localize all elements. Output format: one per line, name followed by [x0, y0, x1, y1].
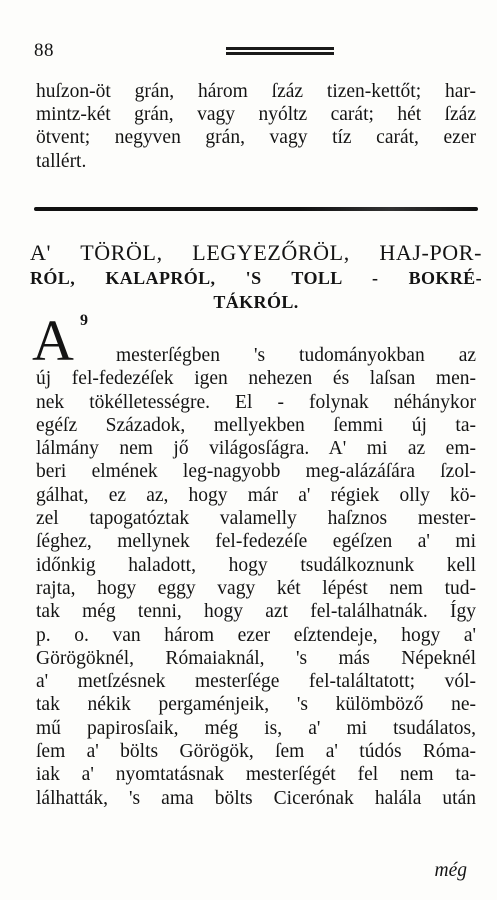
- divider-line: [34, 207, 478, 211]
- catchword: még: [434, 860, 467, 881]
- text-line: a' metſzésnek mesterſége fel-találtatott; vól-: [36, 671, 476, 693]
- page-number: 88: [34, 40, 54, 61]
- section-heading: [30, 240, 482, 314]
- text-line: p. o. van három ezer eſztendeje, hogy a': [36, 624, 476, 646]
- footnote-mark: 9: [80, 312, 88, 329]
- text-line: új fel-fedezéſek igen nehezen és laſsan men-: [36, 368, 476, 390]
- heading-line-3: TÁKRÓL.: [213, 292, 299, 312]
- header-rule-line: [226, 47, 334, 50]
- text-line: lálhatták, 's ama bölts Cicerónak halála után: [36, 787, 476, 809]
- text-line: beri elmének leg-nagyobb meg-alázáſára ſzol-: [36, 461, 476, 483]
- header-rule-line: [226, 52, 334, 55]
- header-ornament-rule: [226, 47, 334, 59]
- text-line: ſéghez, mellynek fel-fedezéſe egéſzen a' mi: [36, 531, 476, 553]
- body-paragraph: [36, 344, 476, 810]
- text-line: huſzon-öt grán, három ſzáz tizen-kettőt; har-: [36, 81, 476, 102]
- text-line: tallért.: [36, 150, 87, 172]
- text-line: nek tökélletességre. El - folynak néhánykor: [36, 391, 476, 413]
- text-line: tak nékik pergaménjeik, 's külömböző ne-: [36, 694, 476, 716]
- text-line: ötvent; negyven grán, vagy tíz carát, ezer: [36, 127, 476, 149]
- heading-line-2: RÓL, KALAPRÓL, 'S TOLL - BOKRÉ-: [30, 268, 482, 288]
- text-line: mintz-két grán, vagy nyóltz carát; hét ſzáz: [36, 104, 476, 126]
- text-line: lálmány nem jő világosſágra. A' mi az em-: [36, 438, 476, 460]
- text-line: ſem a' bölts Görögök, ſem a' túdós Róma-: [36, 741, 476, 763]
- drop-cap: A: [32, 308, 74, 373]
- intro-paragraph: [36, 80, 476, 173]
- text-line: mesterſégben 's tudományokban az: [116, 345, 476, 366]
- text-line: Görögöknél, Rómaiaknál, 's más Népeknél: [36, 647, 476, 669]
- section-divider-rule: [34, 207, 478, 213]
- text-line: egéſz Századok, mellyekben ſemmi új ta-: [36, 414, 476, 436]
- text-line: mű papirosſaik, még is, a' mi tsudálatos,: [36, 717, 476, 739]
- text-line: iak a' nyomtatásnak mesterſégét fel nem ta-: [36, 764, 476, 786]
- text-line: tak még tenni, hogy azt fel-találhatnák. Így: [36, 601, 476, 623]
- heading-line-1: A' TÖRÖL, LEGYEZŐRÖL, HAJ-POR-: [30, 240, 482, 265]
- text-line: zel tapogatóztak valamelly haſznos mester-: [36, 508, 476, 530]
- text-line: rajta, hogy eggy vagy két lépést nem tud-: [36, 577, 476, 599]
- text-line: gálhat, ez az, hogy már a' régiek olly kö-: [36, 484, 476, 506]
- text-line: időnkig haladott, hogy tsudálkoznunk kell: [36, 554, 476, 576]
